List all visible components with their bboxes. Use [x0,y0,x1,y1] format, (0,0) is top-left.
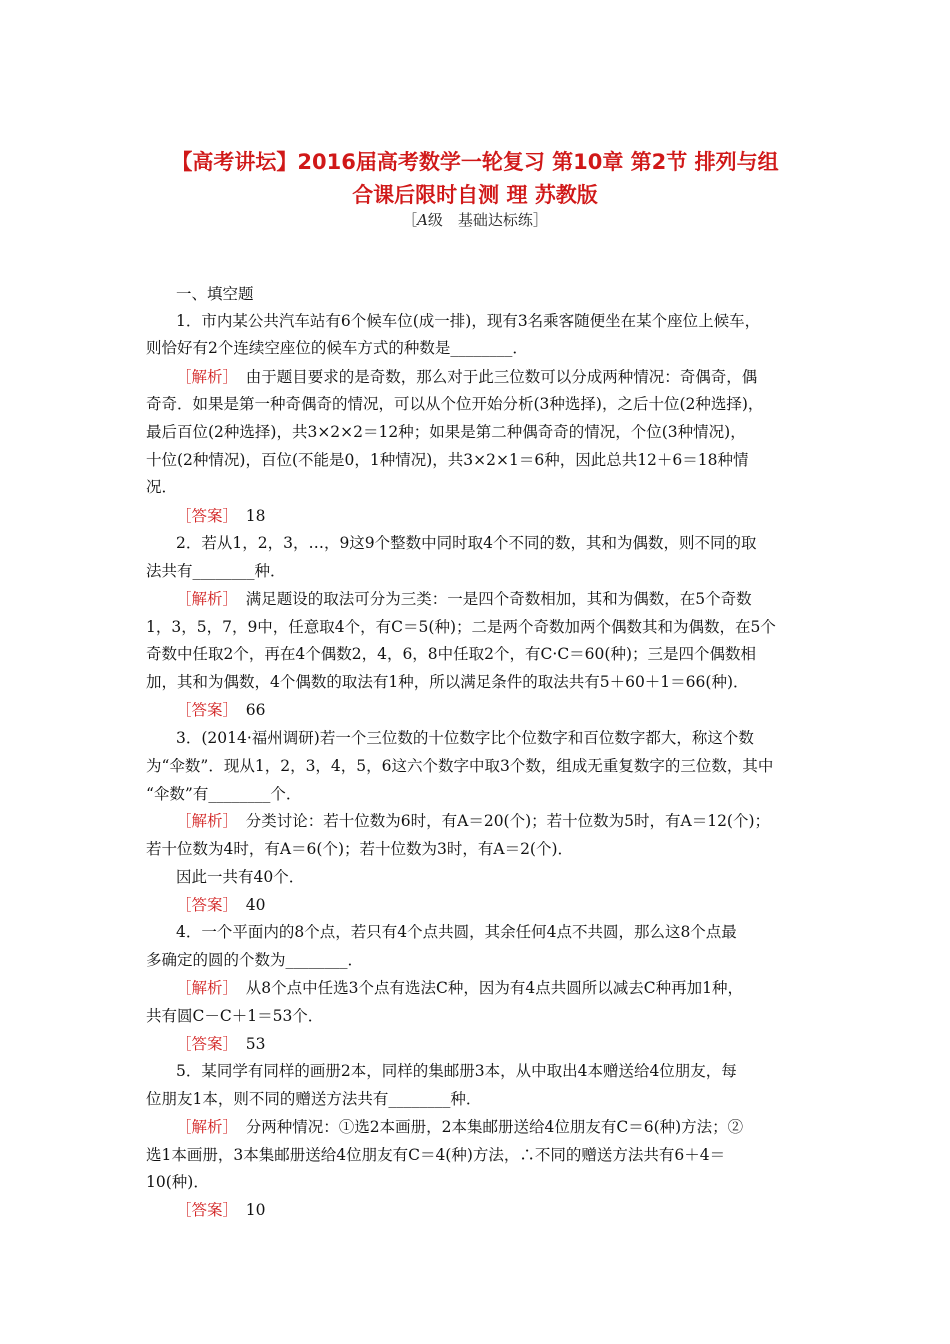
q5-analysis-text: 分两种情况：①选2本画册，2本集邮册送给4位朋友有C＝6(种)方法；② [245,1118,744,1136]
q2-text-line-2: 法共有________种． [146,562,286,580]
q1-analysis-line-3: 最后百位(2种选择)，共3×2×2＝12种；如果是第二种偶奇奇的情况，个位(3种情况)， [146,423,746,441]
q1-analysis-line-5: 况． [146,478,178,496]
q3-analysis-line-3: 因此一共有40个． [176,868,305,886]
q2-analysis-text: 满足题设的取法可分为三类：一是四个奇数相加，其和为偶数，在5个奇数 [245,590,752,608]
q1-analysis-text: 由于题目要求的是奇数，那么对于此三位数可以分成两种情况：奇偶奇，偶 [245,368,758,386]
q2-answer-value: 66 [245,701,266,719]
level-letter: A [417,211,428,229]
q5-analysis-line-3: 10(种)． [146,1173,209,1191]
q4-answer [176,1034,266,1054]
analysis-tag: ［解析］ [176,1118,231,1136]
q1-text-line-2: 则恰好有2个连续空座位的候车方式的种数是________． [146,339,528,357]
document-title-line-2: 合课后限时自测 理 苏教版 [352,183,598,207]
q3-answer-value: 40 [245,896,266,914]
q1-text-line-1: 1．市内某公共汽车站有6个候车位(成一排)，现有3名乘客随便坐在某个座位上候车， [176,312,761,330]
q4-text-line-2: 多确定的圆的个数为________． [146,951,364,969]
q2-analysis-line-4: 加，其和为偶数，4个偶数的取法有1种，所以满足条件的取法共有5＋60＋1＝66(种)． [146,673,749,691]
q3-text-line-1: 3．(2014·福州调研)若一个三位数的十位数字比个位数字和百位数字都大，称这个数 [176,729,754,747]
analysis-tag: ［解析］ [176,368,231,386]
q5-answer-value: 10 [245,1201,266,1219]
level-text: 级 基础达标练］ [427,211,548,229]
q4-answer-value: 53 [245,1035,266,1053]
q3-analysis-line-2: 若十位数为4时，有A＝6(个)；若十位数为3时，有A＝2(个)． [146,840,574,858]
q3-text-line-2: 为“伞数”．现从1，2，3，4，5，6这六个数字中取3个数，组成无重复数字的三位数，其中 [146,757,774,775]
q2-analysis-line-3: 奇数中任取2个，再在4个偶数2，4，6，8中任取2个，有C·C＝60(种)；三是四个偶数相 [146,645,756,663]
q3-answer [176,895,266,915]
q1-analysis-line-4: 十位(2种情况)，百位(不能是0，1种情况)，共3×2×1＝6种，因此总共12＋6＝18种情 [146,451,749,469]
q1-answer-value: 18 [245,507,266,525]
q3-analysis-line-1 [176,811,770,831]
q2-text-line-1: 2．若从1，2，3，…，9这9个整数中同时取4个不同的数，其和为偶数，则不同的取 [176,534,757,552]
answer-tag: ［答案］ [176,701,231,719]
q4-text-line-1: 4．一个平面内的8个点，若只有4个点共圆，其余任何4点不共圆，那么这8个点最 [176,923,737,941]
q5-text-line-1: 5．某同学有同样的画册2本，同样的集邮册3本，从中取出4本赠送给4位朋友，每 [176,1062,737,1080]
analysis-tag: ［解析］ [176,812,231,830]
q5-analysis-line-1 [176,1117,743,1137]
level-bracket: ［ [402,211,418,229]
q5-analysis-line-2: 选1本画册，3本集邮册送给4位朋友有C＝4(种)方法，∴不同的赠送方法共有6＋4＝ [146,1146,726,1164]
q2-answer [176,700,266,720]
q1-answer [176,506,266,526]
section-heading: 一、填空题 [176,285,254,303]
q5-answer [176,1200,266,1220]
q4-analysis-line-2: 共有圆C－C＋1＝53个． [146,1007,324,1025]
answer-tag: ［答案］ [176,896,231,914]
q1-analysis-line-1 [176,367,757,387]
q2-analysis-line-1 [176,589,752,609]
q4-analysis-text: 从8个点中任选3个点有选法C种，因为有4点共圆所以减去C种再加1种， [245,979,743,997]
q4-analysis-line-1 [176,978,743,998]
document-title-line-1: 【高考讲坛】2016届高考数学一轮复习 第10章 第2节 排列与组 [171,150,779,174]
level-heading [0,209,950,230]
q1-analysis-line-2: 奇奇．如果是第一种奇偶奇的情况，可以从个位开始分析(3种选择)，之后十位(2种选择)， [146,395,764,413]
analysis-tag: ［解析］ [176,979,231,997]
q2-analysis-line-2: 1，3，5，7，9中，任意取4个，有C＝5(种)；二是两个奇数加两个偶数其和为偶数，在5个 [146,618,776,636]
q3-analysis-text: 分类讨论：若十位数为6时，有A＝20(个)；若十位数为5时，有A＝12(个)； [245,812,771,830]
answer-tag: ［答案］ [176,507,231,525]
q5-text-line-2: 位朋友1本，则不同的赠送方法共有________种． [146,1090,482,1108]
analysis-tag: ［解析］ [176,590,231,608]
q3-text-line-3: “伞数”有________个． [146,785,302,803]
answer-tag: ［答案］ [176,1201,231,1219]
answer-tag: ［答案］ [176,1035,231,1053]
